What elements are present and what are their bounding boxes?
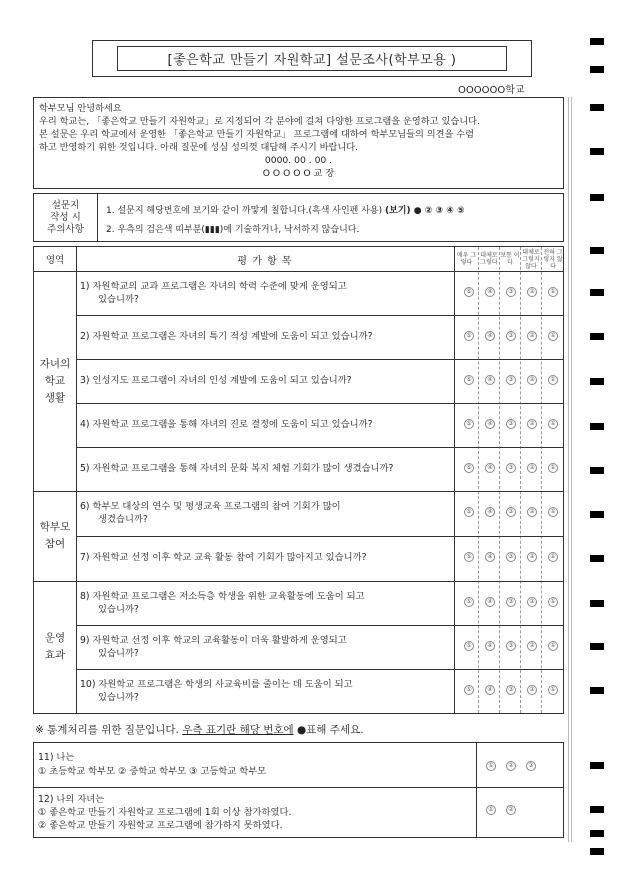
section-label-line: 자녀의 [39, 357, 71, 370]
answer-choice[interactable]: ① [486, 805, 496, 815]
timing-mark [590, 467, 604, 474]
scale-label: 대체로 그렇지 않다 [522, 248, 540, 270]
answer-choice[interactable]: ① [548, 463, 558, 473]
timing-mark [590, 38, 604, 45]
answer-choice[interactable]: ⑤ [464, 641, 474, 651]
greeting-line: 하고 반영하기 위한 것입니다. 아래 질문에 성심 성의껏 대답해 주시기 바랍니다. [39, 142, 359, 153]
instructions-label-line: 주의사항 [47, 223, 84, 235]
timing-mark [590, 806, 604, 813]
q11-options: ① 초등학교 학부모 ② 중학교 학부모 ③ 고등학교 학부모 [38, 766, 267, 777]
question-text: 5) 자원학교 프로그램을 통해 자녀의 문화 복지 체험 기회가 많이 생겼습니까? [80, 463, 394, 474]
q12-title: 12) 나의 자녀는 [38, 794, 105, 805]
answer-choice[interactable]: ② [527, 375, 537, 385]
note-text: ※ 통계처리를 위한 질문입니다. [35, 724, 183, 736]
question-item [80, 678, 452, 704]
answer-choice[interactable]: ④ [485, 419, 495, 429]
answer-choice[interactable]: ② [527, 552, 537, 562]
timing-mark [590, 378, 604, 385]
question-item [80, 634, 452, 660]
answer-choice[interactable]: ⑤ [464, 685, 474, 695]
scale-label: 대체로 그렇다 [480, 252, 498, 266]
answer-choice[interactable]: ③ [506, 287, 516, 297]
header-items: 평 가 항 목 [237, 255, 293, 267]
greeting-salutation: 학부모님 안녕하세요 [39, 103, 122, 114]
instruction-example: (보기) ● ② ③ ④ ⑤ [384, 206, 465, 216]
answer-choice[interactable]: ④ [485, 641, 495, 651]
answer-choices [458, 287, 565, 299]
row-divider [76, 359, 563, 360]
principal-signature: O O O O O 교 장 [262, 168, 335, 179]
col-divider [76, 247, 77, 713]
survey-title: [좋은학교 만들기 자원학교] 설문조사(학부모용 ) [117, 46, 507, 71]
timing-mark [590, 555, 604, 562]
question-item [80, 330, 452, 343]
answer-choice[interactable]: ④ [485, 375, 495, 385]
answer-choice[interactable]: ③ [506, 507, 516, 517]
row-divider [76, 625, 563, 626]
answer-choice[interactable]: ① [548, 287, 558, 297]
answer-choice[interactable]: ① [548, 331, 558, 341]
question-item [80, 374, 452, 387]
demographic-table [33, 742, 564, 838]
answer-choice[interactable]: ② [527, 597, 537, 607]
timing-mark [590, 848, 604, 855]
answer-choice[interactable]: ④ [485, 331, 495, 341]
answer-choices [458, 641, 565, 653]
answer-choices [458, 597, 565, 609]
evaluation-table [33, 246, 564, 714]
col-divider [454, 247, 455, 713]
timing-mark [590, 600, 604, 607]
section-label-line: 학교 [44, 374, 66, 387]
answer-choice[interactable]: ⑤ [464, 507, 474, 517]
answer-choice[interactable]: ① [548, 419, 558, 429]
greeting-date: 0000. 00 . 00 . [264, 155, 333, 166]
question-text: 4) 자원학교 프로그램을 통해 자녀의 진로 결정에 도움이 되고 있습니까? [80, 419, 373, 430]
answer-choice[interactable]: ① [486, 761, 496, 771]
answer-choice[interactable]: ④ [485, 597, 495, 607]
answer-choice[interactable]: ④ [485, 287, 495, 297]
question-item [80, 280, 452, 306]
question-text: 6) 학부모 대상의 연수 및 평생교육 프로그램의 참여 기회가 많이 [80, 501, 341, 512]
section-parent-participation [34, 491, 76, 581]
scale-label: 전혀 그렇지 않다 [543, 248, 563, 270]
question-text: 2) 자원학교 프로그램은 자녀의 특기 적성 계발에 도움이 되고 있습니까? [80, 331, 373, 342]
question-item [80, 418, 452, 431]
instruction-item-1 [106, 203, 465, 216]
question-text: 7) 자원학교 선정 이후 학교 교육 활동 참여 기회가 많아지고 있습니까? [80, 552, 367, 563]
answer-choice[interactable]: ③ [506, 685, 516, 695]
answer-choice[interactable]: ⑤ [464, 552, 474, 562]
answer-choice[interactable]: ⑤ [464, 331, 474, 341]
answer-choice[interactable]: ③ [506, 375, 516, 385]
timing-mark [590, 762, 604, 769]
section-operation-effect [34, 581, 76, 713]
answer-choice[interactable]: ③ [506, 552, 516, 562]
answer-choice[interactable]: ① [548, 507, 558, 517]
answer-choice[interactable]: ① [548, 685, 558, 695]
answer-choice[interactable]: ③ [526, 761, 536, 771]
answer-choice[interactable]: ④ [485, 552, 495, 562]
header-area: 영역 [45, 255, 65, 266]
instructions-label [34, 194, 98, 241]
school-name: OOOOOO학교 [458, 85, 525, 96]
answer-choices [458, 552, 565, 564]
greeting-box [33, 97, 564, 189]
answer-choice[interactable]: ② [527, 641, 537, 651]
section-divider [34, 581, 563, 582]
answer-choice[interactable]: ⑤ [464, 463, 474, 473]
section-label-line: 생활 [44, 391, 66, 404]
timing-mark [590, 687, 604, 694]
timing-mark [590, 66, 604, 73]
note-underlined: 우측 표기란 해당 번호에 [182, 724, 294, 736]
statistics-note [35, 722, 364, 737]
row-divider [34, 787, 563, 788]
q11-title: 11) 나는 [38, 752, 75, 763]
answer-choice[interactable]: ④ [485, 685, 495, 695]
row-divider [76, 669, 563, 670]
row-divider [76, 536, 563, 537]
q12-option-1: ① 좋은학교 만들기 자원학교 프로그램에 1회 이상 참가하였다. [38, 807, 292, 818]
answer-choice[interactable]: ② [527, 685, 537, 695]
question-text: 8) 자원학교 프로그램은 저소득층 학생을 위한 교육활동에 도움이 되고 [80, 591, 365, 602]
row-divider [76, 403, 563, 404]
q12-option-2: ② 좋은학교 만들기 자원학교 프로그램에 참가하지 못하였다. [38, 820, 283, 831]
question-text: 1) 자원학교의 교과 프로그램은 자녀의 학력 수준에 맞게 운영되고 [80, 281, 347, 292]
answer-choice[interactable]: ③ [506, 331, 516, 341]
answer-choice[interactable]: ③ [506, 597, 516, 607]
timing-mark [590, 511, 604, 518]
question-text-cont: 있습니까? [98, 648, 139, 659]
greeting-line: 우리 학교는, 「좋은학교 만들기 자원학교」로 지정되어 각 분야에 걸쳐 다양한 프로그램을 운영하고 있습니다. [39, 116, 480, 127]
instructions-label-line: 설문지 [51, 199, 80, 211]
header-divider [34, 271, 563, 272]
answer-choice[interactable]: ① [548, 375, 558, 385]
answer-choice[interactable]: ② [527, 331, 537, 341]
answer-choice[interactable]: ① [548, 597, 558, 607]
row-divider [76, 447, 563, 448]
instructions-box [33, 193, 564, 242]
answer-choice[interactable]: ③ [506, 463, 516, 473]
question-text: 3) 인성지도 프로그램이 자녀의 인성 계발에 도움이 되고 있습니까? [80, 375, 352, 386]
scale-label: 매우 그렇다 [456, 252, 477, 266]
timing-mark [590, 194, 604, 201]
answer-choice[interactable]: ③ [506, 419, 516, 429]
timing-mark [590, 247, 604, 254]
timing-mark [590, 643, 604, 650]
question-text: 10) 자원학교 프로그램은 학생의 사교육비를 줄이는 데 도움이 되고 [80, 679, 353, 690]
answer-choices [458, 685, 565, 697]
section-school-life [34, 271, 76, 491]
instruction-item-2: 2. 우측의 검은색 띠부분(▮▮▮)에 기술하거나, 낙서하지 않습니다. [106, 225, 360, 235]
answer-choices [458, 419, 565, 431]
scale-label: 보통 이다 [500, 252, 520, 266]
answer-choice[interactable]: ⑤ [464, 287, 474, 297]
instruction-text: 1. 설문지 해당번호에 보기와 같이 까맣게 칠합니다.(흑색 사인펜 사용) [106, 206, 383, 216]
answer-choices [458, 463, 565, 475]
answer-choice[interactable]: ② [527, 507, 537, 517]
timing-mark [590, 830, 604, 837]
question-text-cont: 있습니까? [98, 294, 139, 305]
answer-choices [458, 507, 565, 519]
q12-choices [486, 805, 556, 817]
timing-mark [590, 423, 604, 430]
answer-choice[interactable]: ② [527, 287, 537, 297]
section-label-line: 참여 [44, 538, 66, 550]
question-text-cont: 있습니까? [98, 692, 139, 703]
answer-choice[interactable]: ③ [506, 641, 516, 651]
q11-choices [486, 761, 556, 773]
greeting-line: 본 설문은 우리 학교에서 운영한 「좋은학교 만들기 자원학교」 프로그램에 대하여 학부모님들의 의견을 수렴 [39, 129, 475, 140]
timing-mark [590, 289, 604, 296]
question-item [80, 500, 452, 526]
question-item [80, 551, 452, 564]
note-text: ●표해 주세요. [293, 724, 364, 736]
section-label-line: 운영 [44, 632, 66, 644]
timing-mark [590, 104, 604, 111]
answer-choices [458, 375, 565, 387]
answer-choices [458, 331, 565, 343]
answer-choice[interactable]: ② [527, 463, 537, 473]
answer-choice[interactable]: ⑤ [464, 597, 474, 607]
question-item [80, 590, 452, 616]
answer-choice[interactable]: ② [527, 419, 537, 429]
answer-choice[interactable]: ① [548, 552, 558, 562]
timing-mark [590, 333, 604, 340]
answer-choice[interactable]: ② [506, 805, 516, 815]
answer-choice[interactable]: ⑤ [464, 419, 474, 429]
section-label-line: 학부모 [39, 521, 71, 533]
answer-choice[interactable]: ② [506, 761, 516, 771]
margin-line [568, 97, 572, 842]
answer-choice[interactable]: ⑤ [464, 375, 474, 385]
col-divider [476, 743, 477, 837]
row-divider [76, 315, 563, 316]
question-item [80, 462, 452, 475]
question-text-cont: 있습니까? [98, 604, 139, 615]
section-label-line: 효과 [44, 649, 66, 661]
instructions-label-line: 작성 시 [50, 211, 81, 223]
question-text: 9) 자원학교 선정 이후 학교의 교육활동이 더욱 활발하게 운영되고 [80, 635, 347, 646]
answer-choice[interactable]: ④ [485, 507, 495, 517]
question-text-cont: 생겼습니까? [98, 514, 148, 525]
answer-choice[interactable]: ① [548, 641, 558, 651]
section-divider [34, 491, 563, 492]
answer-choice[interactable]: ④ [485, 463, 495, 473]
timing-mark [590, 148, 604, 155]
